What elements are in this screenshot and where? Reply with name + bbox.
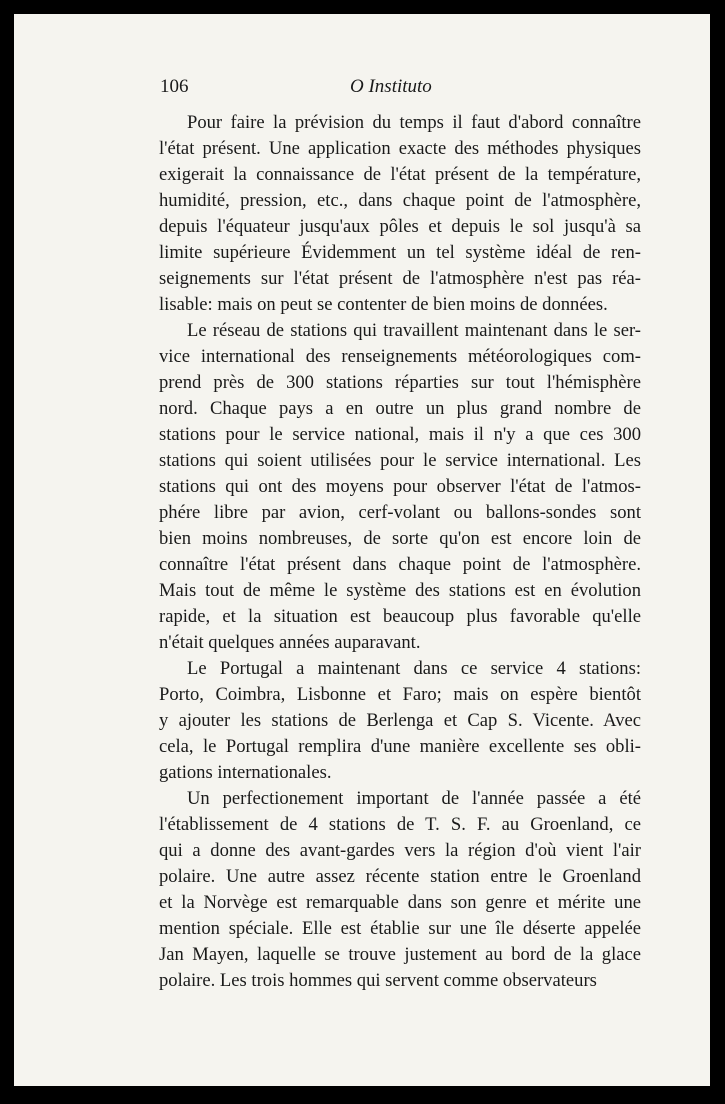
text-line: phére libre par avion, cerf-volant ou ballons-sondes sont (159, 502, 641, 523)
text-line: Jan Mayen, laquelle se trouve justement au bord de la glace (159, 944, 641, 965)
text-line: l'établissement de 4 stations de T. S. F. au Groenland, ce (159, 814, 641, 835)
text-line: polaire. Les trois hommes qui servent comme observateurs (159, 970, 597, 991)
paragraph (159, 318, 641, 656)
text-line: nord. Chaque pays a en outre un plus grand nombre de (159, 398, 641, 419)
paragraph (159, 656, 641, 786)
text-line: Pour faire la prévision du temps il faut d'abord connaître (187, 112, 641, 133)
text-line: cela, le Portugal remplira d'une manière excellente ses obli- (159, 736, 641, 757)
text-line: stations qui soient utilisées pour le service international. Les (159, 450, 641, 471)
text-line: exigerait la connaissance de l'état présent de la température, (159, 164, 641, 185)
text-line: limite supérieure Évidemment un tel système idéal de ren- (159, 242, 641, 263)
text-line: seignements sur l'état présent de l'atmosphère n'est pas réa- (159, 268, 641, 289)
text-line: n'était quelques années auparavant. (159, 632, 421, 653)
running-head (160, 76, 650, 106)
text-line: polaire. Une autre assez récente station entre le Groenland (159, 866, 641, 887)
text-line: qui a donne des avant-gardes vers la région d'où vient l'air (159, 840, 641, 861)
text-line: connaître l'état présent dans chaque point de l'atmosphère. (159, 554, 641, 575)
text-line: lisable: mais on peut se contenter de bien moins de données. (159, 294, 608, 315)
paragraph (159, 110, 641, 318)
text-line: stations qui ont des moyens pour observer l'état de l'atmos- (159, 476, 641, 497)
text-line: gations internationales. (159, 762, 332, 783)
text-line: Mais tout de même le système des stations est en évolution (159, 580, 641, 601)
text-line: stations pour le service national, mais il n'y a que ces 300 (159, 424, 641, 445)
text-line: et la Norvège est remarquable dans son genre et mérite une (159, 892, 641, 913)
text-line: Le réseau de stations qui travaillent maintenant dans le ser- (187, 320, 641, 341)
body-text (159, 110, 641, 994)
text-line: Un perfectionement important de l'année passée a été (187, 788, 641, 809)
text-line: prend près de 300 stations réparties sur tout l'hémisphère (159, 372, 641, 393)
text-line: Porto, Coimbra, Lisbonne et Faro; mais on espère bientôt (159, 684, 641, 705)
text-line: humidité, pression, etc., dans chaque point de l'atmosphère, (159, 190, 641, 211)
text-line: depuis l'équateur jusqu'aux pôles et depuis le sol jusqu'à sa (159, 216, 641, 237)
text-line: l'état présent. Une application exacte des méthodes physiques (159, 138, 641, 159)
text-line: vice international des renseignements météorologiques com- (159, 346, 641, 367)
text-line: y ajouter les stations de Berlenga et Cap S. Vicente. Avec (159, 710, 641, 731)
text-line: Le Portugal a maintenant dans ce service 4 stations: (187, 658, 641, 679)
text-line: mention spéciale. Elle est établie sur une île déserte appelée (159, 918, 641, 939)
journal-title: O Instituto (350, 76, 432, 97)
page-number: 106 (160, 76, 189, 97)
text-line: rapide, et la situation est beaucoup plus favorable qu'elle (159, 606, 641, 627)
text-line: bien moins nombreuses, de sorte qu'on est encore loin de (159, 528, 641, 549)
scanned-page (14, 14, 710, 1086)
paragraph (159, 786, 641, 994)
